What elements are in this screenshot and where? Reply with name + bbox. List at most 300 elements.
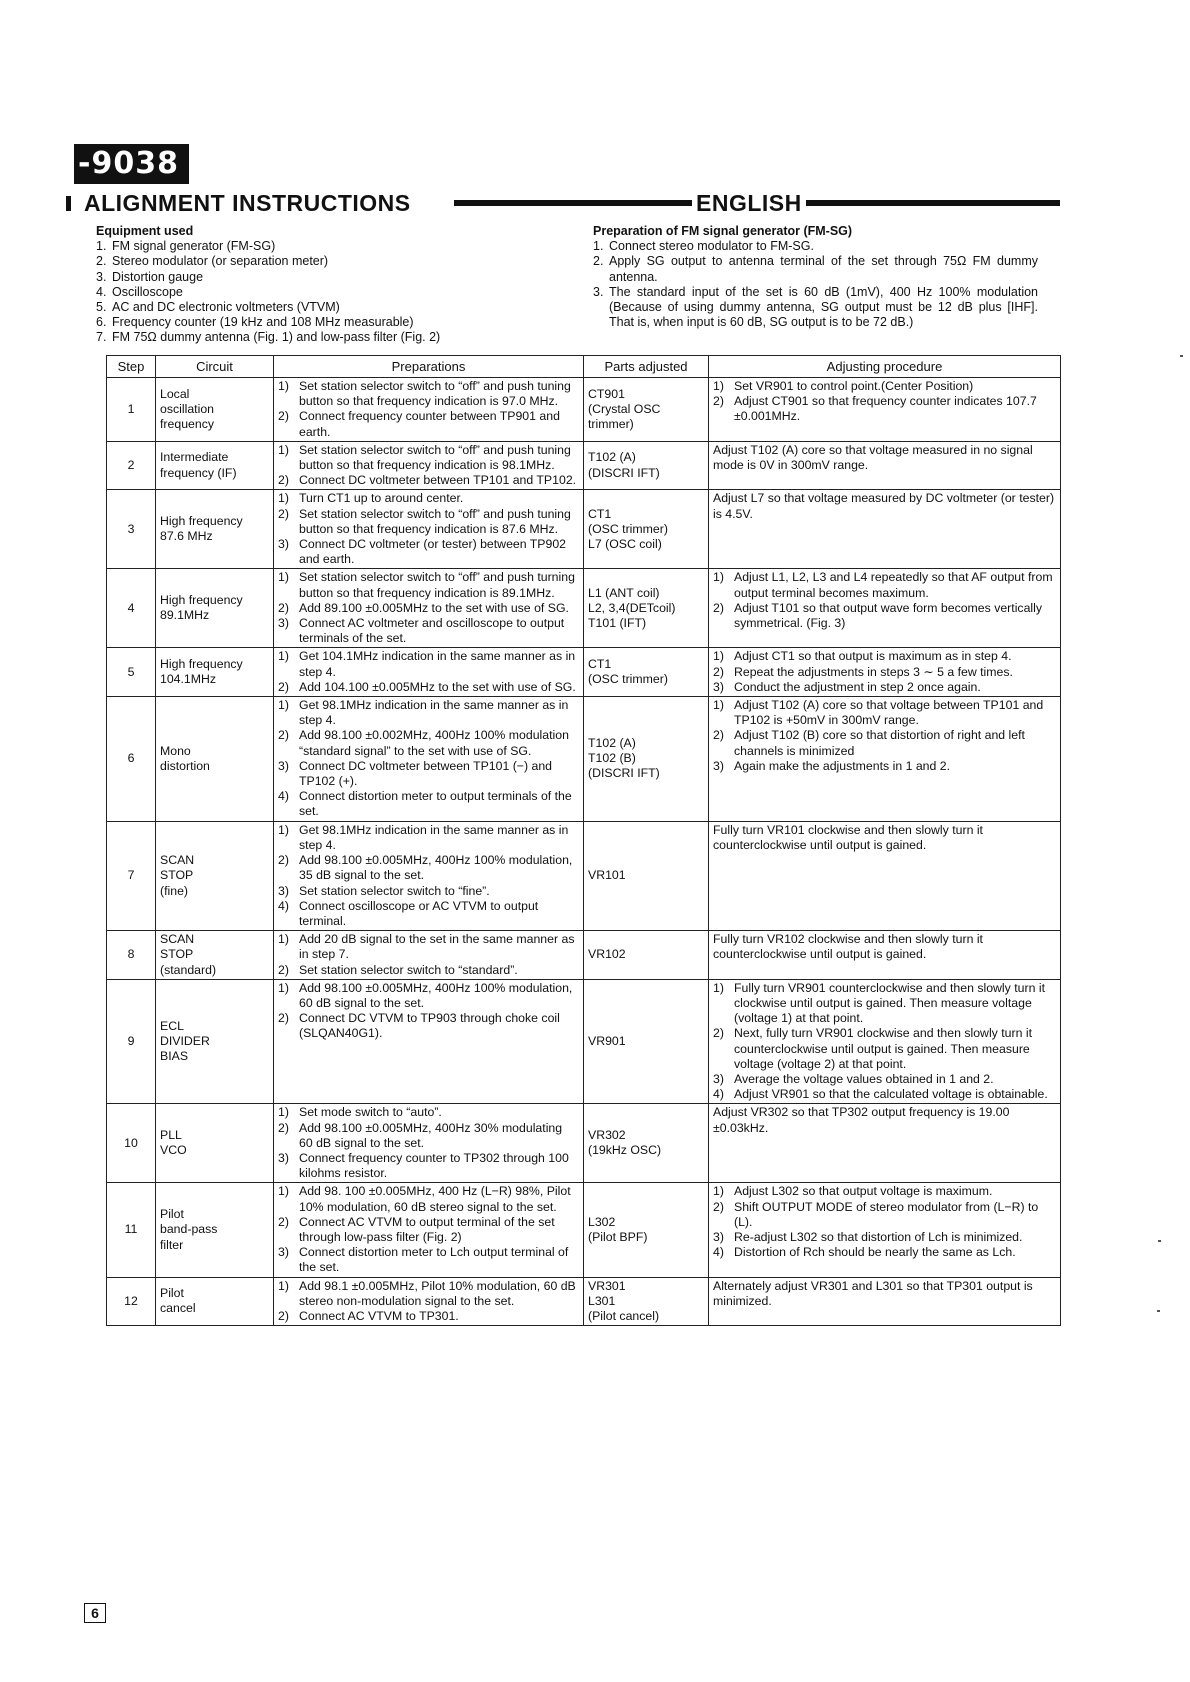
step-text: Add 20 dB signal to the set in the same manner as in step 7. xyxy=(299,932,575,962)
procedure-cell xyxy=(709,1277,1061,1326)
preparations-list xyxy=(278,1184,579,1275)
step-number: 1) xyxy=(713,698,724,713)
procedure-step xyxy=(713,601,1056,631)
preparation-step xyxy=(278,698,579,728)
preparations-cell xyxy=(274,441,584,490)
equipment-list xyxy=(96,239,576,345)
step-text: Turn CT1 up to around center. xyxy=(299,491,464,506)
step-text: Set station selector switch to “off” and push tuning button so that frequency indication is 87.6 MHz. xyxy=(299,506,571,536)
step-text: Adjust CT1 so that output is maximum as in step 4. xyxy=(734,649,1012,664)
table-row xyxy=(107,821,1061,930)
preparations-cell xyxy=(274,979,584,1104)
circuit-line: STOP xyxy=(160,947,194,962)
procedure-cell xyxy=(709,1104,1061,1183)
table-row xyxy=(107,931,1061,980)
parts-adjusted-cell xyxy=(584,569,709,648)
item-number: 1. xyxy=(96,239,107,254)
step-number: 4) xyxy=(713,1245,724,1260)
circuit-line: (fine) xyxy=(160,883,189,898)
preparation-step xyxy=(278,443,579,473)
step-text: Add 98.100 ±0.005MHz, 400Hz 100% modulation, 60 dB signal to the set. xyxy=(299,980,573,1010)
header-circuit: Circuit xyxy=(156,356,274,378)
section-title: ALIGNMENT INSTRUCTIONS xyxy=(84,190,411,216)
step-text: Add 98.100 ±0.005MHz, 400Hz 100% modulation, 35 dB signal to the set. xyxy=(299,853,573,883)
step-number: 2) xyxy=(713,664,724,679)
circuit-line: frequency xyxy=(160,417,215,431)
step-number: 1) xyxy=(713,649,724,664)
step-number: 2) xyxy=(713,728,724,743)
procedure-step xyxy=(713,1184,1056,1199)
part-line: L7 (OSC coil) xyxy=(588,537,662,552)
preparations-cell xyxy=(274,1277,584,1326)
circuit-line: band-pass xyxy=(160,1222,218,1237)
list-item xyxy=(96,300,576,315)
procedure-list xyxy=(713,698,1056,774)
table-row xyxy=(107,441,1061,490)
preparations-cell xyxy=(274,931,584,980)
procedure-step xyxy=(713,698,1056,728)
preparations-cell xyxy=(274,821,584,930)
list-item xyxy=(96,285,576,300)
procedure-list xyxy=(713,570,1056,631)
preparations-list xyxy=(278,379,579,440)
table-row xyxy=(107,697,1061,822)
preparation-step xyxy=(278,616,579,646)
preparations-list xyxy=(278,1279,579,1325)
part-line: L1 (ANT coil) xyxy=(588,585,660,600)
circuit-cell xyxy=(156,648,274,697)
step-cell: 9 xyxy=(107,979,156,1104)
preparation-step xyxy=(278,409,579,439)
procedure-cell xyxy=(709,648,1061,697)
item-text: The standard input of the set is 60 dB (1mV), 400 Hz 100% modulation (Because of using dummy antenna, SG output must be 12 dB plus [IHF]. That is, when input is 60 dB, SG output is to be 72 dB.) xyxy=(609,284,1038,330)
circuit-line: Mono xyxy=(160,743,191,758)
scan-speck xyxy=(1157,1310,1160,1312)
table-body xyxy=(107,378,1061,1326)
circuit-cell xyxy=(156,1277,274,1326)
procedure-cell xyxy=(709,441,1061,490)
step-text: Conduct the adjustment in step 2 once again. xyxy=(734,679,981,694)
procedure-cell xyxy=(709,821,1061,930)
item-text: Oscilloscope xyxy=(112,284,183,299)
preparation-step xyxy=(278,1279,579,1309)
step-number: 2) xyxy=(278,728,289,743)
table-row xyxy=(107,979,1061,1104)
preparations-list xyxy=(278,698,579,820)
step-text: Connect frequency counter to TP302 through 100 kilohms resistor. xyxy=(299,1150,569,1181)
circuit-line: STOP xyxy=(160,868,194,883)
step-text: Adjust L1, L2, L3 and L4 repeatedly so that AF output from output terminal becomes maximum. xyxy=(734,570,1053,600)
step-cell: 12 xyxy=(107,1277,156,1326)
step-text: Add 104.100 ±0.005MHz to the set with use of SG. xyxy=(299,679,576,694)
step-cell: 8 xyxy=(107,931,156,980)
step-cell: 6 xyxy=(107,697,156,822)
part-line: (DISCRI IFT) xyxy=(588,766,660,781)
step-text: Set station selector switch to “standard”. xyxy=(299,962,518,977)
step-text: Get 98.1MHz indication in the same manner as in step 4. xyxy=(299,698,569,728)
list-item xyxy=(96,330,576,345)
step-text: Set station selector switch to “fine”. xyxy=(299,883,490,898)
circuit-cell xyxy=(156,821,274,930)
preparation-step xyxy=(278,1011,579,1041)
preparation-step xyxy=(278,379,579,409)
circuit-line: Pilot xyxy=(160,1286,184,1301)
header-bullet xyxy=(66,196,71,211)
preparation-step xyxy=(278,981,579,1011)
preparations-list xyxy=(278,823,579,929)
step-text: Add 98.100 ±0.002MHz, 400Hz 100% modulation “standard signal” to the set with use of SG. xyxy=(299,728,569,758)
step-cell: 10 xyxy=(107,1104,156,1183)
parts-adjusted-cell xyxy=(584,1183,709,1277)
preparations-list xyxy=(278,932,579,978)
preparation-step xyxy=(278,491,579,506)
part-line: (Pilot BPF) xyxy=(588,1229,648,1244)
header-rule xyxy=(454,200,692,206)
header-rule xyxy=(806,200,1060,206)
step-number: 2) xyxy=(278,473,289,488)
step-number: 2) xyxy=(278,1120,289,1135)
step-cell: 5 xyxy=(107,648,156,697)
circuit-line: filter xyxy=(160,1237,184,1252)
step-cell: 2 xyxy=(107,441,156,490)
procedure-step xyxy=(713,1200,1056,1230)
preparation-step xyxy=(278,932,579,962)
section-header xyxy=(66,190,1060,216)
circuit-cell xyxy=(156,1104,274,1183)
item-text: Connect stereo modulator to FM-SG. xyxy=(609,239,814,254)
preparation-step xyxy=(278,789,579,819)
step-number: 1) xyxy=(713,1184,724,1199)
circuit-line: PLL xyxy=(160,1128,182,1143)
table-row xyxy=(107,490,1061,569)
step-number: 3) xyxy=(713,1229,724,1244)
step-number: 1) xyxy=(278,491,289,506)
part-line: L2, 3,4(DETcoil) xyxy=(588,600,676,615)
step-text: Adjust T102 (B) core so that distortion of right and left channels is minimized xyxy=(734,728,1025,758)
step-number: 2) xyxy=(278,1214,289,1229)
circuit-line: distortion xyxy=(160,758,210,773)
table-row xyxy=(107,1104,1061,1183)
preparation-step xyxy=(278,884,579,899)
scan-speck xyxy=(1180,355,1183,357)
step-text: Connect DC voltmeter between TP101 (−) and TP102 (+). xyxy=(299,758,553,789)
procedure-text: Alternately adjust VR301 and L301 so that TP301 output is minimized. xyxy=(713,1278,1033,1308)
language-label: ENGLISH xyxy=(696,190,802,216)
procedure-list xyxy=(713,1184,1056,1260)
item-number: 4. xyxy=(96,284,107,299)
preparations-list xyxy=(278,981,579,1042)
circuit-line: 89.1MHz xyxy=(160,608,210,623)
step-number: 2) xyxy=(278,409,289,424)
preparations-cell xyxy=(274,697,584,822)
preparation-step xyxy=(278,507,579,537)
circuit-cell xyxy=(156,569,274,648)
circuit-line: High frequency xyxy=(160,657,243,672)
preparation-step xyxy=(278,680,579,695)
preparation-step xyxy=(278,963,579,978)
procedure-list xyxy=(713,379,1056,425)
circuit-line: SCAN xyxy=(160,932,195,947)
preparation-step xyxy=(278,823,579,853)
circuit-line: Pilot xyxy=(160,1207,184,1222)
step-text: Connect distortion meter to Lch output terminal of the set. xyxy=(299,1245,569,1275)
part-line: (OSC trimmer) xyxy=(588,672,668,687)
preparation-step xyxy=(278,649,579,679)
procedure-step xyxy=(713,981,1056,1027)
list-item xyxy=(593,254,1038,284)
step-text: Repeat the adjustments in steps 3 ∼ 5 a few times. xyxy=(734,664,1013,679)
part-line: CT901 xyxy=(588,386,625,401)
part-line: VR101 xyxy=(588,868,626,883)
item-number: 7. xyxy=(96,330,107,345)
procedure-step xyxy=(713,1087,1056,1102)
step-number: 1) xyxy=(713,379,724,393)
circuit-line: frequency (IF) xyxy=(160,465,237,480)
step-number: 2) xyxy=(713,1199,724,1214)
part-line: T102 (B) xyxy=(588,751,636,766)
item-text: Stereo modulator (or separation meter) xyxy=(112,254,329,269)
parts-adjusted-cell xyxy=(584,648,709,697)
part-line: (Pilot cancel) xyxy=(588,1308,660,1323)
procedure-step xyxy=(713,665,1056,680)
part-line: CT1 xyxy=(588,506,612,521)
step-number: 4) xyxy=(713,1087,724,1102)
parts-adjusted-cell xyxy=(584,697,709,822)
step-number: 2) xyxy=(278,679,289,694)
item-text: AC and DC electronic voltmeters (VTVM) xyxy=(112,300,340,315)
alignment-table xyxy=(106,355,1061,1326)
procedure-step xyxy=(713,1245,1056,1260)
preparations-cell xyxy=(274,1183,584,1277)
procedure-step xyxy=(713,570,1056,600)
preparation-step xyxy=(278,1245,579,1275)
step-text: Adjust CT901 so that frequency counter indicates 107.7 ±0.001MHz. xyxy=(734,394,1037,424)
step-cell: 4 xyxy=(107,569,156,648)
step-text: Set station selector switch to “off” and push turning button so that frequency indication is 89.1MHz. xyxy=(299,570,575,600)
list-item xyxy=(96,239,576,254)
item-number: 6. xyxy=(96,315,107,330)
preparations-list xyxy=(278,491,579,567)
item-text: Frequency counter (19 kHz and 108 MHz measurable) xyxy=(112,315,414,330)
circuit-line: Intermediate xyxy=(160,450,229,465)
part-line: T102 (A) xyxy=(588,736,636,751)
parts-adjusted-cell xyxy=(584,821,709,930)
item-text: FM signal generator (FM-SG) xyxy=(112,239,276,254)
item-text: Distortion gauge xyxy=(112,269,204,284)
step-number: 1) xyxy=(713,980,724,995)
step-cell: 7 xyxy=(107,821,156,930)
parts-adjusted-cell xyxy=(584,490,709,569)
step-number: 3) xyxy=(278,1245,289,1260)
list-item xyxy=(96,315,576,330)
step-number: 1) xyxy=(278,980,289,995)
procedure-cell xyxy=(709,1183,1061,1277)
item-number: 3. xyxy=(593,284,604,299)
step-number: 2) xyxy=(278,600,289,615)
table-row xyxy=(107,378,1061,442)
step-number: 4) xyxy=(278,789,289,804)
part-line: VR302 xyxy=(588,1128,626,1143)
step-number: 2) xyxy=(278,853,289,868)
part-line: (Crystal OSC xyxy=(588,401,661,416)
preparation-step xyxy=(278,1105,579,1120)
circuit-line: (standard) xyxy=(160,962,217,977)
step-number: 3) xyxy=(278,616,289,631)
procedure-cell xyxy=(709,979,1061,1104)
part-line: L302 xyxy=(588,1214,616,1229)
step-text: Connect AC voltmeter and oscilloscope to output terminals of the set. xyxy=(299,616,565,646)
procedure-cell xyxy=(709,931,1061,980)
item-text: Apply SG output to antenna terminal of the set through 75Ω FM dummy antenna. xyxy=(609,254,1038,284)
part-line: VR301 xyxy=(588,1278,626,1293)
step-text: Shift OUTPUT MODE of stereo modulator from (L−R) to (L). xyxy=(734,1199,1039,1229)
preparations-cell xyxy=(274,1104,584,1183)
preparation-step xyxy=(278,1309,579,1324)
procedure-step xyxy=(713,680,1056,695)
part-line: T102 (A) xyxy=(588,450,636,465)
scan-speck xyxy=(1158,1240,1161,1242)
step-number: 2) xyxy=(278,962,289,977)
step-number: 1) xyxy=(278,1184,289,1199)
part-line: (DISCRI IFT) xyxy=(588,465,660,480)
circuit-cell xyxy=(156,441,274,490)
step-text: Average the voltage values obtained in 1 and 2. xyxy=(734,1071,994,1086)
page-number: 6 xyxy=(84,1603,106,1623)
preparations-list xyxy=(278,570,579,646)
procedure-step xyxy=(713,759,1056,774)
preparation-step xyxy=(278,1215,579,1245)
circuit-line: High frequency xyxy=(160,593,243,608)
step-text: Re-adjust L302 so that distortion of Lch is minimized. xyxy=(734,1229,1023,1244)
procedure-list xyxy=(713,981,1056,1103)
step-text: Set station selector switch to “off” and push tuning button so that frequency indication is 98.1MHz. xyxy=(299,442,571,473)
part-line: VR901 xyxy=(588,1033,626,1048)
preparation-step xyxy=(278,853,579,883)
preparation-heading: Preparation of FM signal generator (FM-SG) xyxy=(593,224,853,238)
preparation-step xyxy=(278,601,579,616)
circuit-line: SCAN xyxy=(160,853,195,868)
step-number: 3) xyxy=(278,758,289,773)
step-text: Again make the adjustments in 1 and 2. xyxy=(734,758,951,773)
step-number: 2) xyxy=(278,1011,289,1026)
parts-adjusted-cell xyxy=(584,378,709,442)
part-line: CT1 xyxy=(588,657,612,672)
part-line: T101 (IFT) xyxy=(588,616,647,631)
procedure-step xyxy=(713,1026,1056,1072)
circuit-line: VCO xyxy=(160,1143,187,1158)
preparation-step xyxy=(278,537,579,567)
part-line: L301 xyxy=(588,1293,616,1308)
procedure-step xyxy=(713,728,1056,758)
list-item xyxy=(96,254,576,269)
step-text: Connect AC VTVM to TP301. xyxy=(299,1308,459,1323)
step-text: Adjust T101 so that output wave form becomes vertically symmetrical. (Fig. 3) xyxy=(734,600,1043,631)
preparation-step xyxy=(278,759,579,789)
item-number: 1. xyxy=(593,239,604,254)
part-line: VR102 xyxy=(588,947,626,962)
preparations-list xyxy=(278,1105,579,1181)
procedure-cell xyxy=(709,490,1061,569)
procedure-step xyxy=(713,379,1056,394)
preparation-list xyxy=(593,239,1038,330)
preparation-step xyxy=(278,1121,579,1151)
circuit-line: ECL xyxy=(160,1018,184,1033)
circuit-line: cancel xyxy=(160,1301,196,1316)
equipment-heading: Equipment used xyxy=(96,224,194,238)
step-text: Add 98.100 ±0.005MHz, 400Hz 30% modulating 60 dB signal to the set. xyxy=(299,1120,563,1150)
part-line: (19kHz OSC) xyxy=(588,1143,662,1158)
step-number: 3) xyxy=(278,537,289,552)
table-row xyxy=(107,1183,1061,1277)
procedure-step xyxy=(713,649,1056,664)
step-text: Add 98.1 ±0.005MHz, Pilot 10% modulation, 60 dB stereo non-modulation signal to the set. xyxy=(299,1278,576,1308)
parts-adjusted-cell xyxy=(584,931,709,980)
item-number: 3. xyxy=(96,269,107,284)
step-number: 1) xyxy=(278,570,289,585)
preparation-step xyxy=(278,728,579,758)
step-number: 2) xyxy=(278,1308,289,1323)
step-number: 1) xyxy=(278,379,289,393)
circuit-cell xyxy=(156,1183,274,1277)
step-text: Connect frequency counter between TP901 and earth. xyxy=(299,409,560,439)
preparation-step xyxy=(278,570,579,600)
step-number: 1) xyxy=(278,932,289,947)
procedure-text: Adjust VR302 so that TP302 output frequency is 19.00 ±0.03kHz. xyxy=(713,1105,1010,1135)
item-number: 2. xyxy=(593,254,604,269)
table-header-row xyxy=(107,356,1061,378)
preparations-cell xyxy=(274,569,584,648)
step-text: Set VR901 to control point.(Center Position) xyxy=(734,379,974,393)
list-item xyxy=(96,270,576,285)
step-text: Connect DC VTVM to TP903 through choke coil (SLQAN40G1). xyxy=(299,1011,560,1041)
step-text: Next, fully turn VR901 clockwise and then slowly turn it counterclockwise until output is gained. Then measure voltage (voltage 2) at that point. xyxy=(734,1026,1032,1071)
parts-adjusted-cell xyxy=(584,441,709,490)
preparations-cell xyxy=(274,490,584,569)
preparations-list xyxy=(278,649,579,695)
circuit-cell xyxy=(156,378,274,442)
procedure-step xyxy=(713,1072,1056,1087)
step-number: 2) xyxy=(713,1026,724,1041)
step-text: Connect distortion meter to output terminals of the set. xyxy=(299,789,572,819)
step-text: Set mode switch to “auto”. xyxy=(299,1105,442,1120)
circuit-line: BIAS xyxy=(160,1049,189,1064)
step-text: Get 104.1MHz indication in the same manner as in step 4. xyxy=(299,649,576,679)
step-number: 1) xyxy=(278,442,289,457)
step-number: 2) xyxy=(713,600,724,615)
circuit-line: DIVIDER xyxy=(160,1033,210,1048)
step-number: 3) xyxy=(713,758,724,773)
circuit-line: 104.1MHz xyxy=(160,672,217,687)
part-line: (OSC trimmer) xyxy=(588,521,668,536)
step-number: 1) xyxy=(713,570,724,585)
parts-adjusted-cell xyxy=(584,1104,709,1183)
step-text: Connect AC VTVM to output terminal of the set through low-pass filter (Fig. 2) xyxy=(299,1214,555,1244)
step-number: 1) xyxy=(278,822,289,837)
procedure-step xyxy=(713,1230,1056,1245)
step-number: 1) xyxy=(278,1278,289,1293)
list-item xyxy=(593,239,1038,254)
procedure-cell xyxy=(709,378,1061,442)
preparation-step xyxy=(278,899,579,929)
circuit-line: 87.6 MHz xyxy=(160,529,213,544)
step-text: Adjust T102 (A) core so that voltage between TP101 and TP102 is +50mV in 300mV range. xyxy=(734,698,1044,728)
equipment-list-block xyxy=(96,224,576,346)
procedure-text: Adjust L7 so that voltage measured by DC voltmeter (or tester) is 4.5V. xyxy=(713,491,1055,521)
parts-adjusted-cell xyxy=(584,979,709,1104)
item-text: FM 75Ω dummy antenna (Fig. 1) and low-pass filter (Fig. 2) xyxy=(112,330,441,345)
header-step: Step xyxy=(107,356,156,378)
preparation-block xyxy=(593,224,1038,330)
